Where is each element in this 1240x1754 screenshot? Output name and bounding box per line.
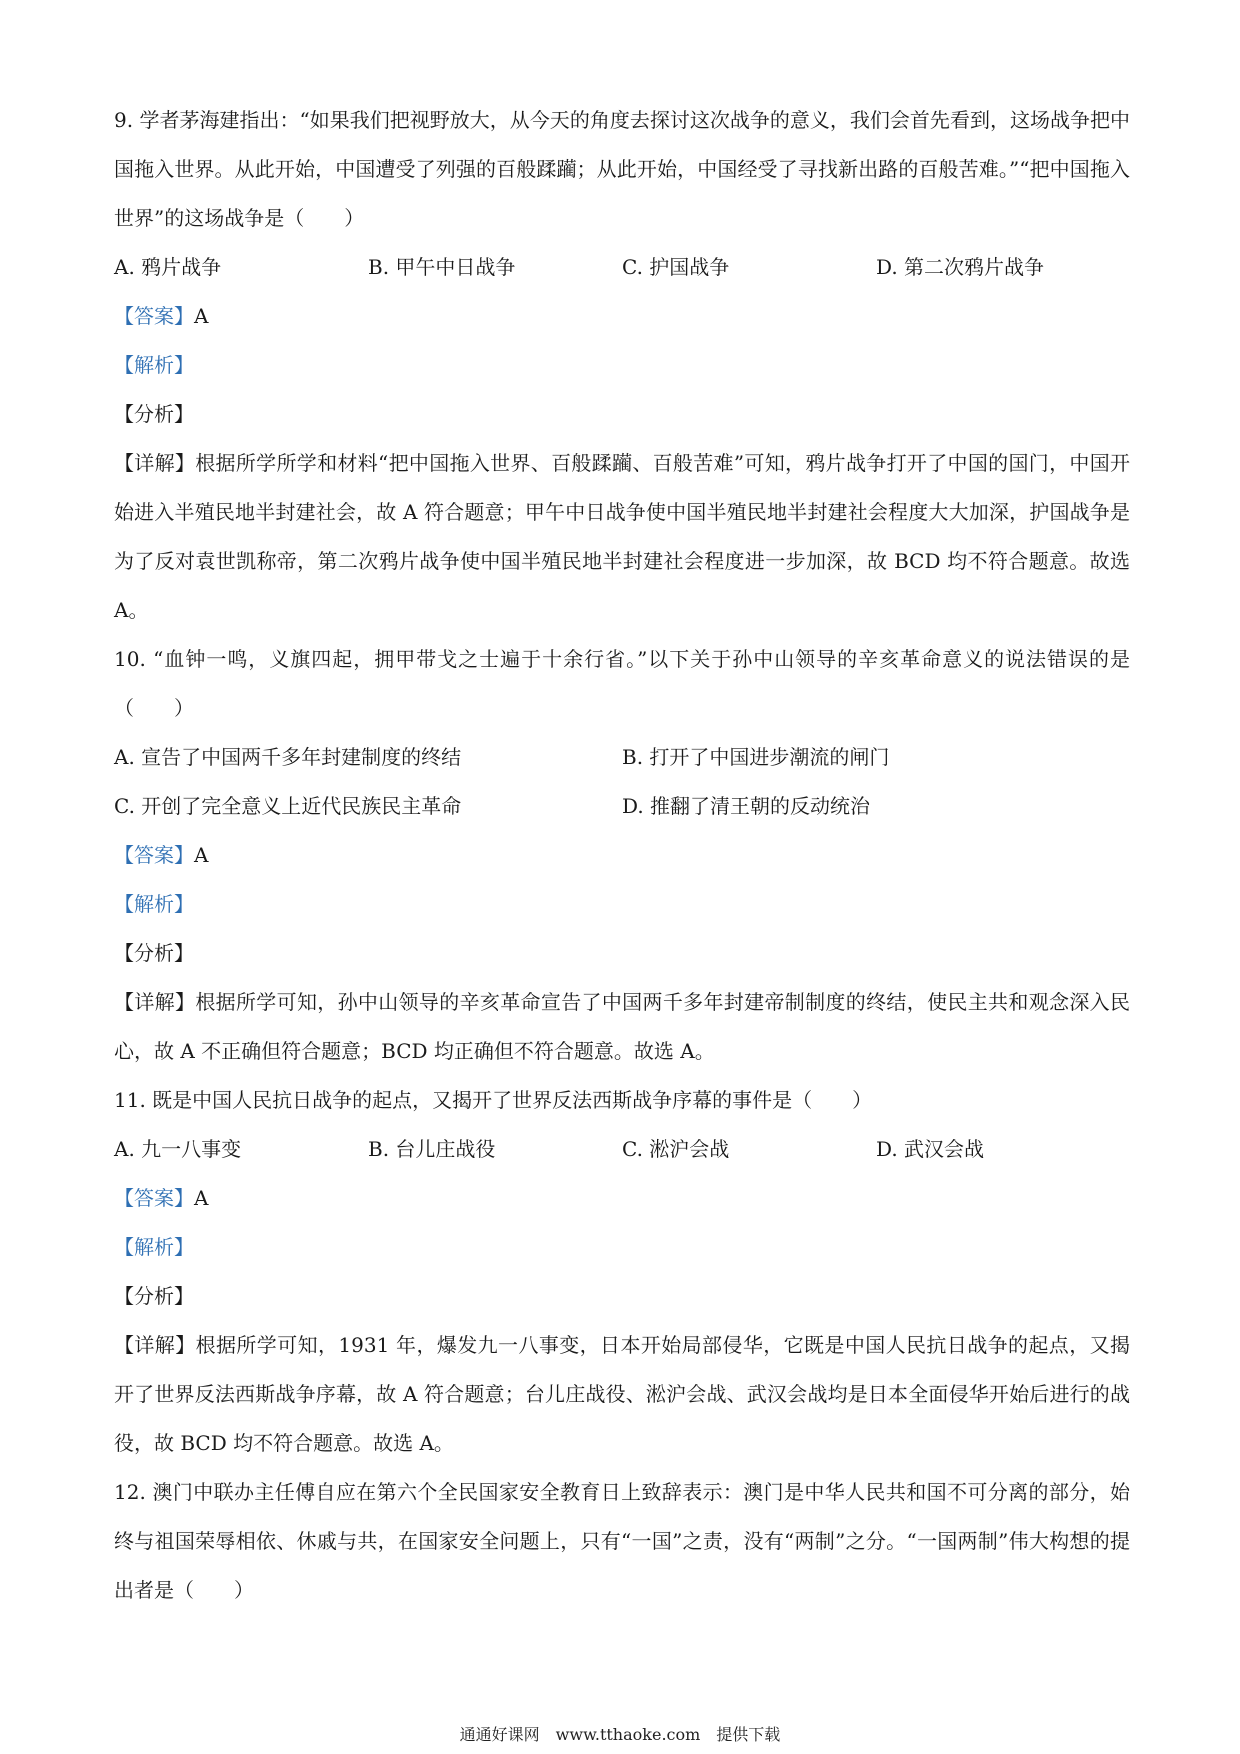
detail-text: 根据所学可知，1931 年，爆发九一八事变，日本开始局部侵华，它既是中国人民抗日战争的起点，又揭开了世界反法西斯战争序幕，故 A 符合题意；台儿庄战役、淞沪会战、武汉会战均是日本全面侵华开始后进行的战役，故 BCD 均不符合题意。故选 A。	[114, 1333, 1131, 1455]
option-d: D. 第二次鸦片战争	[876, 255, 1045, 279]
option-d: D. 武汉会战	[876, 1137, 985, 1161]
question-11-options	[114, 1125, 1130, 1174]
xiangjie-tag: 【详解】	[114, 451, 196, 475]
jiexi-tag: 【解析】	[114, 353, 194, 377]
option-c: C. 护国战争	[622, 255, 730, 279]
jiexi-tag: 【解析】	[114, 1235, 194, 1259]
option-d: D. 推翻了清王朝的反动统治	[622, 794, 871, 818]
xiangjie-tag: 【详解】	[114, 990, 196, 1014]
option-c: C. 淞沪会战	[622, 1137, 730, 1161]
option-b: B. 台儿庄战役	[368, 1137, 496, 1161]
fenxi-tag: 【分析】	[114, 1284, 194, 1308]
question-12-stem: 12. 澳门中联办主任傅自应在第六个全民国家安全教育日上致辞表示：澳门是中华人民共和国不可分离的部分，始终与祖国荣辱相依、休戚与共，在国家安全问题上，只有“一国”之责，没有“两制”之分。“一国两制”伟大构想的提出者是（ ）	[114, 1480, 1130, 1602]
option-b: B. 打开了中国进步潮流的闸门	[622, 745, 890, 769]
answer-line	[114, 292, 1130, 341]
answer-tag: 【答案】	[114, 304, 194, 328]
answer-line	[114, 1174, 1130, 1223]
detail-paragraph	[114, 439, 1130, 635]
option-b: B. 甲午中日战争	[368, 255, 516, 279]
question-10-stem: 10. “血钟一鸣，义旗四起，拥甲带戈之士遍于十余行省。”以下关于孙中山领导的辛亥革命意义的说法错误的是（ ）	[114, 647, 1130, 720]
fenxi-tag: 【分析】	[114, 402, 194, 426]
answer-value: A	[194, 304, 209, 328]
question-10-options-row2	[114, 782, 1130, 831]
answer-tag: 【答案】	[114, 1186, 194, 1210]
question-9-stem: 9. 学者茅海建指出：“如果我们把视野放大，从今天的角度去探讨这次战争的意义，我们会首先看到，这场战争把中国拖入世界。从此开始，中国遭受了列强的百般蹂躏；从此开始，中国经受了寻找新出路的百般苦难。”“把中国拖入世界”的这场战争是（ ）	[114, 108, 1130, 230]
question-9-options	[114, 243, 1130, 292]
option-a: A. 鸦片战争	[114, 255, 222, 279]
fenxi-tag: 【分析】	[114, 941, 194, 965]
option-a: A. 宣告了中国两千多年封建制度的终结	[114, 745, 462, 769]
option-a: A. 九一八事变	[114, 1137, 242, 1161]
xiangjie-tag: 【详解】	[114, 1333, 196, 1357]
jiexi-tag: 【解析】	[114, 892, 194, 916]
question-11-stem: 11. 既是中国人民抗日战争的起点，又揭开了世界反法西斯战争序幕的事件是（ ）	[114, 1088, 873, 1112]
page-content	[114, 96, 1130, 1615]
detail-text: 根据所学可知，孙中山领导的辛亥革命宣告了中国两千多年封建帝制制度的终结，使民主共和观念深入民心，故 A 不正确但符合题意；BCD 均正确但不符合题意。故选 A。	[114, 990, 1131, 1063]
detail-paragraph	[114, 978, 1130, 1076]
answer-line	[114, 831, 1130, 880]
page-footer: 通通好课网 www.tthaoke.com 提供下载	[459, 1725, 781, 1744]
answer-value: A	[194, 843, 209, 867]
answer-value: A	[194, 1186, 209, 1210]
answer-tag: 【答案】	[114, 843, 194, 867]
detail-paragraph	[114, 1321, 1130, 1468]
question-10-options-row1	[114, 733, 1130, 782]
option-c: C. 开创了完全意义上近代民族民主革命	[114, 794, 462, 818]
detail-text: 根据所学所学和材料“把中国拖入世界、百般蹂躏、百般苦难”可知，鸦片战争打开了中国的国门，中国开始进入半殖民地半封建社会，故 A 符合题意；甲午中日战争使中国半殖民地半封建社会程度大大加深，护国战争是为了反对袁世凯称帝，第二次鸦片战争使中国半殖民地半封建社会程度进一步加深，故 BCD 均不符合题意。故选 A。	[114, 451, 1131, 622]
